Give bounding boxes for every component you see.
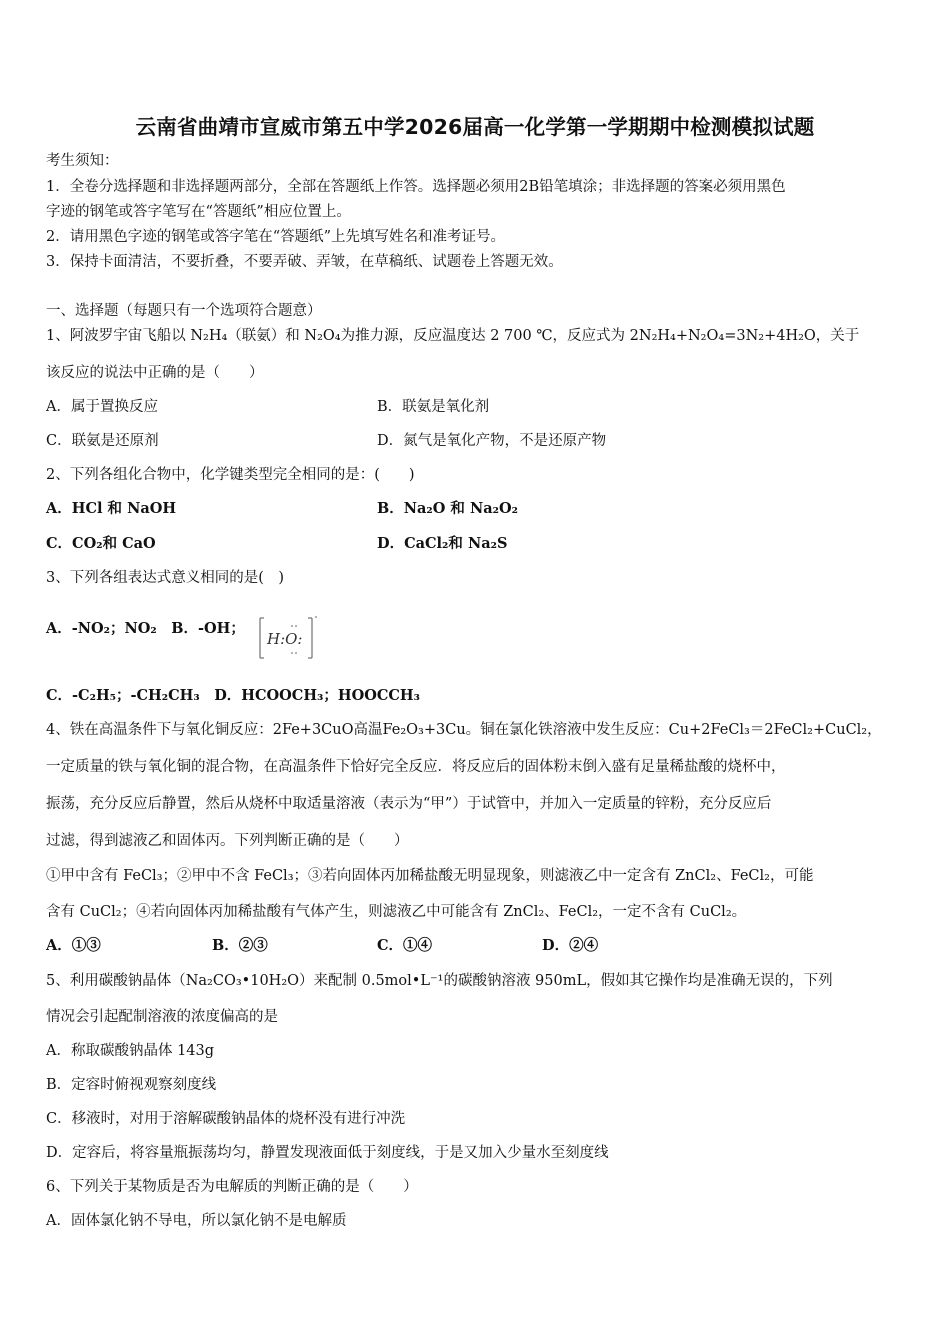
q2-option-d: D．CaCl₂和 Na₂S: [377, 535, 508, 552]
page-title: 云南省曲靖市宣威市第五中学2026届高一化学第一学期期中检测模拟试题: [135, 115, 815, 139]
q5-option-d: D．定容后，将容量瓶振荡均匀，静置发现液面低于刻度线，于是又加入少量水至刻度线: [46, 1145, 609, 1161]
question-2-stem: 2、下列各组化合物中，化学键类型完全相同的是：( ): [46, 467, 415, 483]
notice-item-3: 3．保持卡面清洁，不要折叠，不要弄破、弄皱，在草稿纸、试题卷上答题无效。: [46, 254, 563, 270]
notice-item-1b: 字迹的钢笔或答字笔写在“答题纸”相应位置上。: [46, 204, 351, 220]
q5-option-c: C．移液时，对用于溶解碳酸钠晶体的烧杯没有进行冲洗: [46, 1111, 406, 1127]
q3-options-a-b: A．-NO₂；NO₂ B．-OH；: [46, 620, 245, 637]
hydroxyl-lewis-structure: [256, 614, 318, 662]
q4-option-c: C．①④: [377, 937, 433, 954]
q5-option-a: A．称取碳酸钠晶体 143g: [46, 1043, 215, 1059]
q2-option-b: B．Na₂O 和 Na₂O₂: [377, 500, 518, 517]
question-1-stem-line2: 该反应的说法中正确的是（ ）: [46, 365, 264, 381]
question-5-line1: 5、利用碳酸钠晶体（Na₂CO₃•10H₂O）来配制 0.5mol•L⁻¹的碳酸钠溶液 950mL，假如其它操作均是准确无误的，下列: [46, 973, 833, 989]
question-5-line2: 情况会引起配制溶液的浓度偏高的是: [46, 1009, 278, 1025]
q2-option-a: A．HCl 和 NaOH: [46, 500, 177, 517]
q3-options-c-d: C．-C₂H₅；-CH₂CH₃ D．HCOOCH₃；HOOCCH₃: [46, 687, 420, 704]
q2-option-c: C．CO₂和 CaO: [46, 535, 156, 552]
q1-option-c: C．联氨是还原剂: [46, 433, 159, 449]
question-4-line2: 一定质量的铁与氧化铜的混合物，在高温条件下恰好完全反应．将反应后的固体粉末倒入盛有足量稀盐酸的烧杯中，: [46, 759, 786, 775]
question-1-stem-line1: 1、阿波罗宇宙飞船以 N₂H₄（联氨）和 N₂O₄为推力源，反应温度达 2 700 ℃，反应式为 2N₂H₄+N₂O₄=3N₂+4H₂O，关于: [46, 328, 860, 344]
section-heading: 一、选择题（每题只有一个选项符合题意）: [46, 303, 322, 319]
q4-option-b: B．②③: [212, 937, 268, 954]
question-3-stem: 3、下列各组表达式意义相同的是( ): [46, 570, 285, 586]
question-4-line5: ①甲中含有 FeCl₃；②甲中不含 FeCl₃；③若向固体丙加稀盐酸无明显现象，则滤液乙中一定含有 ZnCl₂、FeCl₂，可能: [46, 868, 814, 884]
q1-option-a: A．属于置换反应: [46, 399, 158, 415]
question-6-stem: 6、下列关于某物质是否为电解质的判断正确的是（ ）: [46, 1179, 418, 1195]
q5-option-b: B．定容时俯视观察刻度线: [46, 1077, 217, 1093]
question-4-line3: 振荡，充分反应后静置，然后从烧杯中取适量溶液（表示为“甲”）于试管中，并加入一定质量的锌粉，充分反应后: [46, 796, 772, 812]
q1-option-d: D．氮气是氧化产物，不是还原产物: [377, 433, 607, 449]
q6-option-a: A．固体氯化钠不导电，所以氯化钠不是电解质: [46, 1213, 347, 1229]
q4-option-a: A．①③: [46, 937, 101, 954]
q4-option-d: D．②④: [542, 937, 599, 954]
lewis-text: H:O:: [267, 630, 303, 648]
question-4-line6: 含有 CuCl₂；④若向固体丙加稀盐酸有气体产生，则滤液乙中可能含有 ZnCl₂、FeCl₂，一定不含有 CuCl₂。: [46, 904, 747, 920]
notice-item-1a: 1．全卷分选择题和非选择题两部分，全部在答题纸上作答。选择题必须用2B铅笔填涂；非选择题的答案必须用黑色: [46, 179, 786, 195]
notice-header: 考生须知：: [46, 153, 119, 169]
q1-option-b: B．联氨是氧化剂: [377, 399, 490, 415]
notice-item-2: 2．请用黑色字迹的钢笔或答字笔在“答题纸”上先填写姓名和准考证号。: [46, 229, 506, 245]
question-4-line4: 过滤，得到滤液乙和固体丙。下列判断正确的是（ ）: [46, 833, 409, 849]
question-4-line1: 4、铁在高温条件下与氧化铜反应：2Fe+3CuO高温Fe₂O₃+3Cu。铜在氯化铁溶液中发生反应：Cu+2FeCl₃＝2FeCl₂+CuCl₂，: [46, 722, 882, 738]
